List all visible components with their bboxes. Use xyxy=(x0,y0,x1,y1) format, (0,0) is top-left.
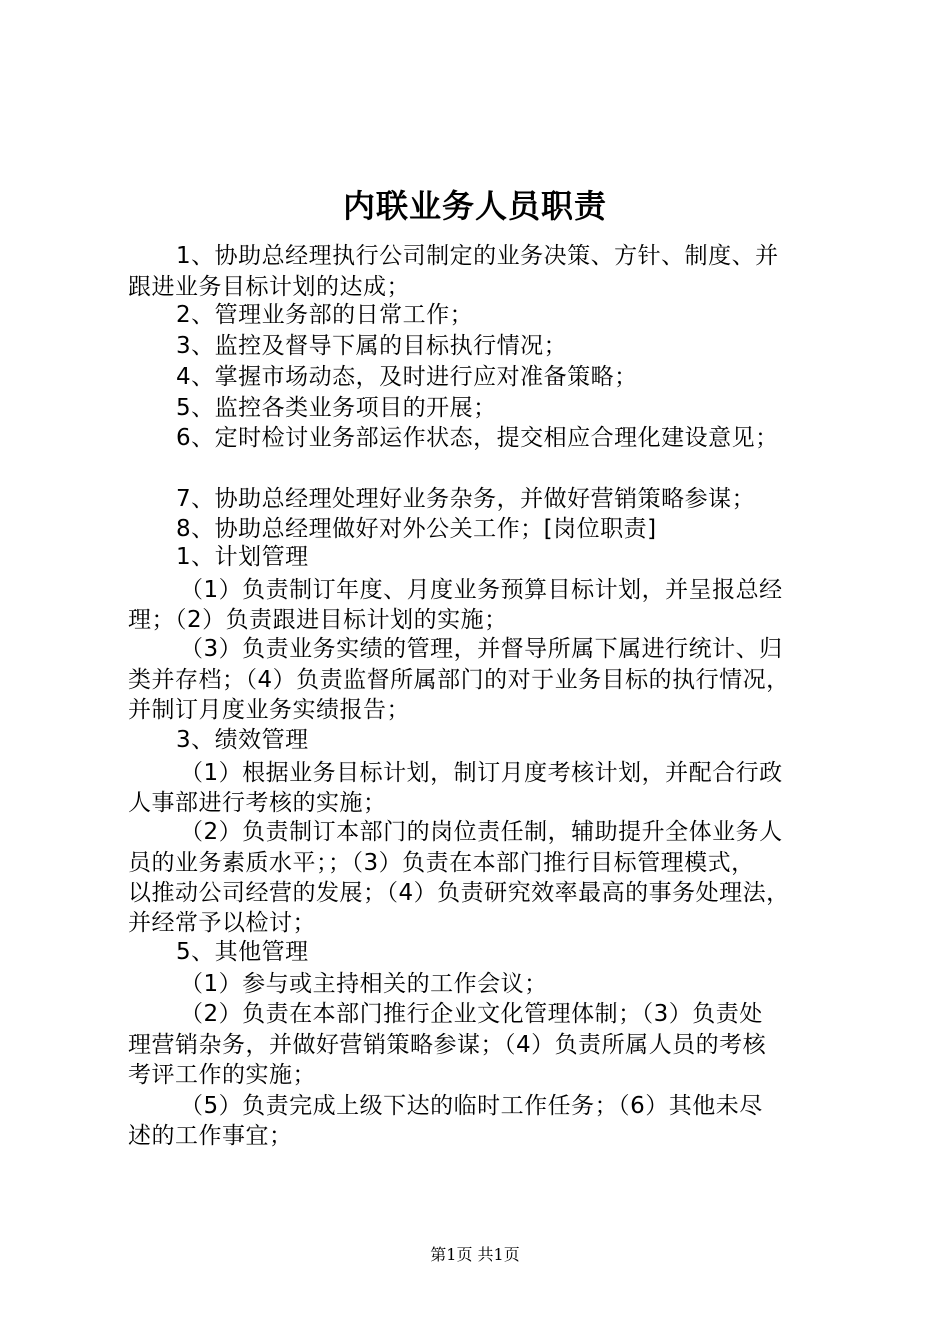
body-line: 1、协助总经理执行公司制定的业务决策、方针、制度、并 xyxy=(176,243,779,269)
body-line: （5）负责完成上级下达的临时工作任务；（6）其他未尽 xyxy=(180,1093,763,1119)
body-line: 类并存档；（4）负责监督所属部门的对于业务目标的执行情况， xyxy=(128,667,790,693)
section-heading: 3、绩效管理 xyxy=(176,727,309,753)
body-line: 6、定时检讨业务部运作状态，提交相应合理化建设意见； xyxy=(176,425,779,451)
section-heading: 5、其他管理 xyxy=(176,939,309,965)
body-line: （3）负责业务实绩的管理，并督导所属下属进行统计、归 xyxy=(180,636,783,662)
body-line: 以推动公司经营的发展；（4）负责研究效率最高的事务处理法， xyxy=(128,880,790,906)
page-footer: 第1页 共1页 xyxy=(430,1245,520,1264)
body-line: 人事部进行考核的实施； xyxy=(128,790,387,816)
body-line: 2、管理业务部的日常工作； xyxy=(176,302,474,328)
document-title: 内联业务人员职责 xyxy=(342,187,607,225)
body-line: （2）负责制订本部门的岗位责任制，辅助提升全体业务人 xyxy=(180,819,783,845)
body-line: 跟进业务目标计划的达成； xyxy=(128,274,410,300)
body-line: 5、监控各类业务项目的开展； xyxy=(176,395,497,421)
body-line: （1）根据业务目标计划，制订月度考核计划，并配合行政 xyxy=(180,760,783,786)
body-line: 4、掌握市场动态，及时进行应对准备策略； xyxy=(176,364,638,390)
body-line: 7、协助总经理处理好业务杂务，并做好营销策略参谋； xyxy=(176,486,756,512)
body-line: 并制订月度业务实绩报告； xyxy=(128,697,410,723)
body-line: 员的业务素质水平；；（3）负责在本部门推行目标管理模式， xyxy=(128,850,755,876)
body-line: 考评工作的实施； xyxy=(128,1062,316,1088)
body-line: 理；（2）负责跟进目标计划的实施； xyxy=(128,607,508,633)
body-line: 并经常予以检讨； xyxy=(128,910,316,936)
body-line: 述的工作事宜； xyxy=(128,1123,293,1149)
body-line: （1）参与或主持相关的工作会议； xyxy=(180,971,548,997)
body-line: 8、协助总经理做好对外公关工作；[岗位职责] xyxy=(176,516,657,542)
body-line: 理营销杂务，并做好营销策略参谋；（4）负责所属人员的考核 xyxy=(128,1032,767,1058)
section-heading: 1、计划管理 xyxy=(176,544,309,570)
body-line: 3、监控及督导下属的目标执行情况； xyxy=(176,333,568,359)
body-line: （1）负责制订年度、月度业务预算目标计划，并呈报总经 xyxy=(180,577,783,603)
body-line: （2）负责在本部门推行企业文化管理体制；（3）负责处 xyxy=(180,1001,763,1027)
